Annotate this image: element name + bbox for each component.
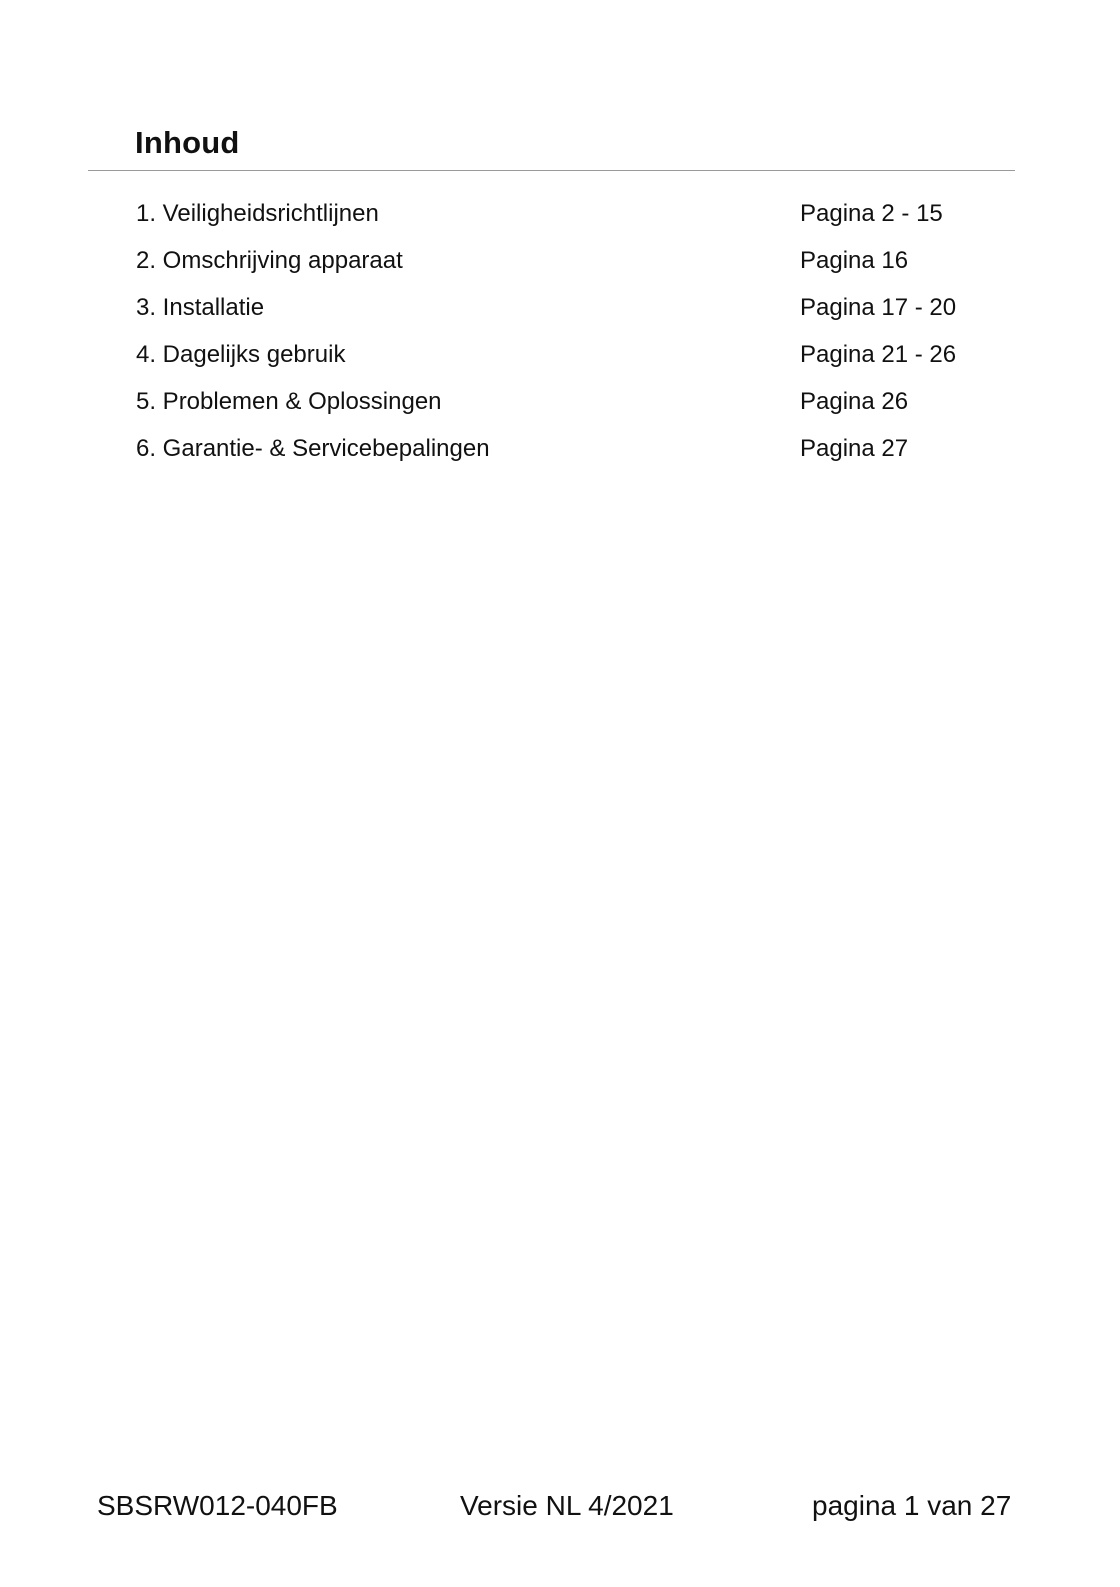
- footer-model-number: SBSRW012-040FB: [97, 1490, 338, 1521]
- footer-page-number: pagina 1 van 27: [812, 1490, 1012, 1521]
- toc-item: [136, 431, 1016, 478]
- toc-item: [136, 196, 1016, 243]
- toc-item-page: Pagina 2 - 15: [800, 200, 943, 227]
- toc-heading: Inhoud: [135, 125, 240, 160]
- toc-item-page: Pagina 26: [800, 388, 909, 415]
- toc-item-title: 6. Garantie- & Servicebepalingen: [136, 435, 490, 462]
- table-of-contents: [136, 196, 1016, 478]
- toc-item: [136, 384, 1016, 431]
- toc-item-page: Pagina 17 - 20: [800, 294, 957, 321]
- footer-version: Versie NL 4/2021: [460, 1490, 674, 1521]
- heading-divider: [88, 170, 1015, 171]
- toc-item: [136, 243, 1016, 290]
- toc-item-page: Pagina 21 - 26: [800, 341, 957, 368]
- toc-item: [136, 337, 1016, 384]
- toc-item: [136, 290, 1016, 337]
- toc-item-title: 2. Omschrijving apparaat: [136, 247, 403, 274]
- toc-item-title: 1. Veiligheidsrichtlijnen: [136, 200, 379, 227]
- toc-item-page: Pagina 16: [800, 247, 909, 274]
- toc-item-title: 5. Problemen & Oplossingen: [136, 388, 442, 415]
- toc-item-title: 3. Installatie: [136, 294, 265, 321]
- toc-item-page: Pagina 27: [800, 435, 909, 462]
- toc-item-title: 4. Dagelijks gebruik: [136, 341, 346, 368]
